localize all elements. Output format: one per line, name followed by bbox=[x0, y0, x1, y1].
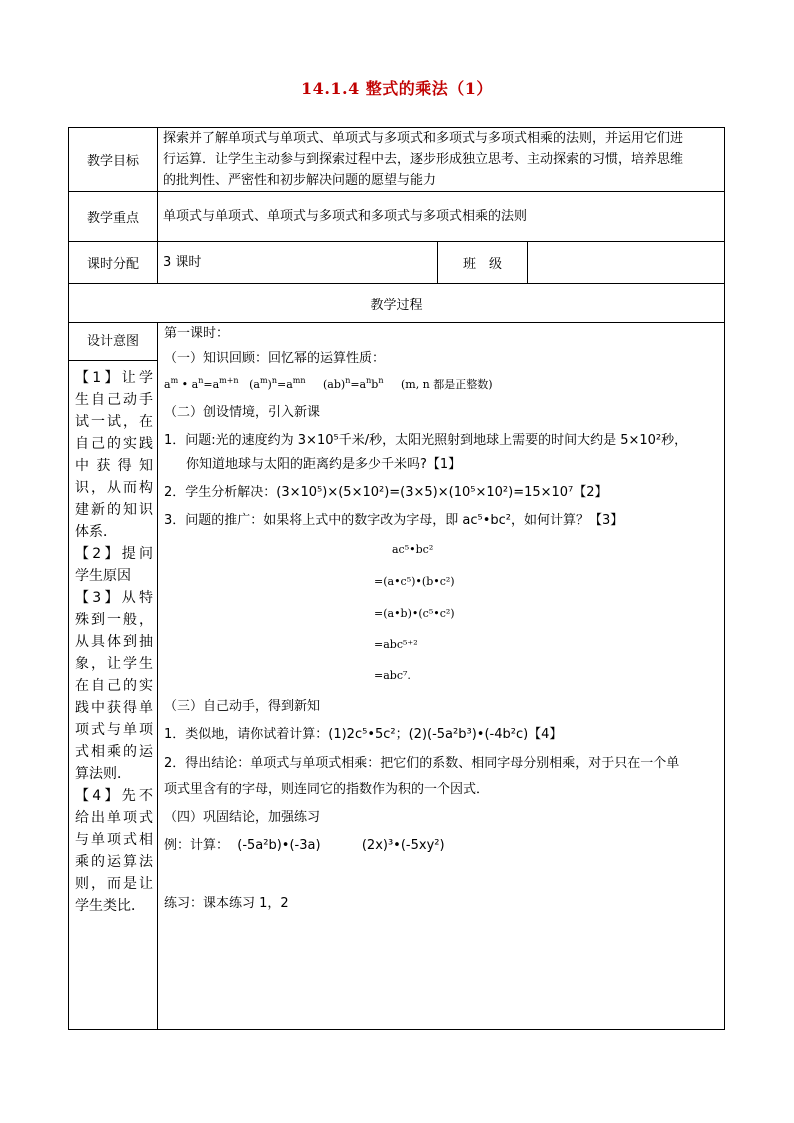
label-hours: 课时分配 bbox=[69, 242, 158, 284]
goal-line-2: 行运算．让学生主动参与到探索过程中去，逐步形成独立思考、主动探索的习惯，培养思维 bbox=[163, 152, 684, 167]
design-note-3: 【3】从特殊到一般，从具体到抽象，让学生在自己的实践中获得单项式与单项式相乘的运算法则． bbox=[75, 590, 153, 782]
question-1-cont: 你知道地球与太阳的距离约是多少千米吗?【1】 bbox=[186, 457, 462, 472]
teaching-focus-text: 单项式与单项式、单项式与多项式和多项式与多项式相乘的法则 bbox=[158, 192, 725, 242]
lesson-plan-table bbox=[68, 127, 725, 1030]
design-note-1: 【1】让学生自己动手试一试，在自己的实践中获得知识，从而构建新的知识体系． bbox=[75, 370, 153, 540]
lesson-label: 第一课时： bbox=[164, 326, 230, 341]
example-problem: 例：计算： (-5a²b)•(-3a) (2x)³•(-5xy²) bbox=[164, 838, 445, 853]
design-intent-column bbox=[69, 323, 158, 1030]
derivation-step-4: =abc⁵⁺² bbox=[374, 638, 418, 651]
goal-line-1: 探索并了解单项式与单项式、单项式与多项式和多项式与多项式相乘的法则，并运用它们进 bbox=[163, 131, 684, 146]
design-intent-header: 设计意图 bbox=[69, 323, 157, 361]
teaching-goal-text bbox=[158, 128, 725, 192]
section-1-heading: （一）知识回顾：回忆幂的运算性质： bbox=[164, 351, 386, 366]
class-value bbox=[528, 242, 725, 284]
label-teaching-goal: 教学目标 bbox=[69, 128, 158, 192]
process-content bbox=[158, 323, 725, 1030]
derivation-step-3: =(a•b)•(c⁵•c²) bbox=[374, 607, 455, 620]
practice-exercise: 练习：课本练习 1，2 bbox=[164, 896, 289, 911]
row-hours bbox=[69, 242, 725, 284]
conclusion-line-2: 项式里含有的字母，则连同它的指数作为积的一个因式． bbox=[164, 782, 490, 797]
question-3: 3．问题的推广：如果将上式中的数字改为字母，即 ac⁵•bc²，如何计算？【3】 bbox=[164, 513, 624, 528]
conclusion-line-1: 2．得出结论：单项式与单项式相乘：把它们的系数、相同字母分别相乘，对于只在一个单 bbox=[164, 756, 680, 771]
question-2: 2．学生分析解决：(3×10⁵)×(5×10²)=(3×5)×(10⁵×10²)=15×10⁷【2】 bbox=[164, 485, 608, 500]
design-intent-notes bbox=[69, 361, 157, 917]
row-teaching-goal bbox=[69, 128, 725, 192]
row-teaching-focus bbox=[69, 192, 725, 242]
design-note-2: 【2】提问学生原因 bbox=[75, 546, 153, 584]
process-header: 教学过程 bbox=[69, 284, 725, 323]
power-rules-note: (m, n 都是正整数) bbox=[400, 378, 493, 391]
derivation-step-2: =(a•c⁵)•(b•c²) bbox=[374, 575, 455, 588]
label-class: 班 级 bbox=[438, 242, 528, 284]
design-note-4: 【4】先不给出单项式与单项式相乘的运算法则，而是让学生类比． bbox=[75, 788, 153, 914]
practice-problem-1: 1．类似地，请你试着计算：(1)2c⁵•5c²；(2)(-5a²b³)•(-4b²c)【4】 bbox=[164, 727, 563, 742]
row-process-body bbox=[69, 323, 725, 1030]
label-teaching-focus: 教学重点 bbox=[69, 192, 158, 242]
section-2-heading: （二）创设情境，引入新课 bbox=[164, 405, 321, 420]
derivation-step-5: =abc⁷. bbox=[374, 669, 411, 682]
section-3-heading: （三）自己动手，得到新知 bbox=[164, 699, 321, 714]
row-process-header bbox=[69, 284, 725, 323]
section-4-heading: （四）巩固结论，加强练习 bbox=[164, 810, 321, 825]
goal-line-3: 的批判性、严密性和初步解决问题的愿望与能力 bbox=[163, 173, 437, 188]
document-title: 14.1.4 整式的乘法（1） bbox=[301, 79, 493, 98]
power-rules-formula: $a^m$ • $a^n=a^{m+n}$ $(a^m)^n=a^{mn}$ $(ab)^n=a^nb^n$ (m, n 都是正整数) bbox=[164, 376, 493, 391]
question-1: 1．问题:光的速度约为 3×10⁵千米/秒，太阳光照射到地球上需要的时间大约是 5×10²秒， bbox=[164, 433, 688, 448]
derivation-step-1: ac⁵•bc² bbox=[392, 543, 434, 556]
hours-value: 3 课时 bbox=[158, 242, 438, 284]
